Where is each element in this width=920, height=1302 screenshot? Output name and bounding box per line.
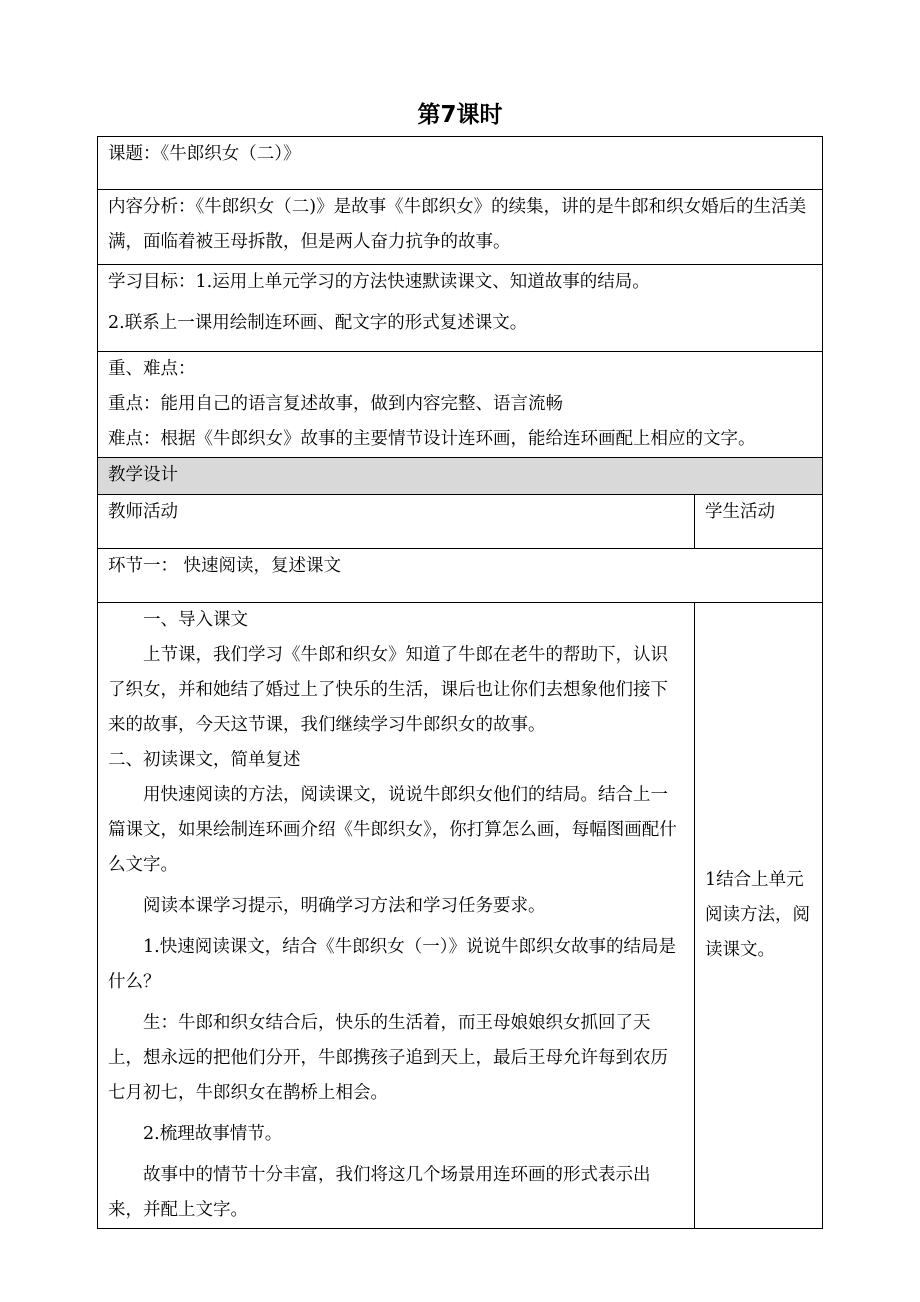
keys-heading: 重、难点： (108, 359, 196, 379)
goal-line-2: 2.联系上一课用绘制连环画、配文字的形式复述课文。 (108, 313, 528, 333)
reading-tips-paragraph: 阅读本课学习提示，明确学习方法和学习任务要求。 (143, 896, 546, 916)
task-2-heading: 2.梳理故事情节。 (143, 1124, 283, 1144)
key-difficult-points (98, 352, 823, 458)
difficult-point: 难点：根据《牛郎织女》故事的主要情节设计连环画，能给连环画配上相应的文字。 (108, 429, 756, 449)
key-point: 重点：能用自己的语言复述故事，做到内容完整、语言流畅 (108, 394, 563, 414)
student-answer-paragraph: 生：牛郎和织女结合后，快乐的生活着，而王母娘娘织女抓回了天上，想永远的把他们分开，牛郎携孩子追到天上，最后王母允许每到农历七月初七，牛郎织女在鹊桥上相会。 (108, 1013, 668, 1103)
first-reading-paragraph: 用快速阅读的方法，阅读课文，说说牛郎织女他们的结局。结合上一篇课文，如果绘制连环画介绍《牛郎织女》，你打算怎么画，每幅图画配什么文字。 (108, 785, 677, 875)
teacher-activity-content (98, 603, 695, 1229)
learning-goals (98, 265, 823, 352)
student-activity-content: 1结合上单元阅读方法，阅读课文。 (695, 603, 823, 1229)
teacher-activity-header: 教师活动 (98, 495, 695, 549)
goal-line-1: 学习目标：1.运用上单元学习的方法快速默读课文、知道故事的结局。 (108, 272, 650, 292)
intro-heading: 一、导入课文 (143, 610, 248, 630)
task-2-paragraph: 故事中的情节十分丰富，我们将这几个场景用连环画的形式表示出来，并配上文字。 (108, 1165, 651, 1220)
section-one-title: 环节一： 快速阅读，复述课文 (98, 549, 823, 603)
first-reading-heading: 二、初读课文，简单复述 (108, 750, 301, 770)
page-title: 第7课时 (417, 102, 503, 128)
student-activity-header: 学生活动 (695, 495, 823, 549)
content-analysis: 内容分析：《牛郎织女（二)》是故事《牛郎织女》的续集，讲的是牛郎和织女婚后的生活美满，面临着被王母拆散，但是两人奋力抗争的故事。 (98, 190, 823, 265)
task-1-paragraph: 1.快速阅读课文，结合《牛郎织女（一）》说说牛郎织女故事的结局是什么？ (108, 937, 676, 992)
lesson-plan-table (97, 136, 823, 1229)
lesson-topic: 课题：《牛郎织女（二）》 (98, 137, 823, 190)
teaching-design-header: 教学设计 (98, 458, 823, 495)
intro-paragraph: 上节课，我们学习《牛郎和织女》知道了牛郎在老牛的帮助下，认识了织女，并和她结了婚过上了快乐的生活，课后也让你们去想象他们接下来的故事，今天这节课，我们继续学习牛郎织女的故事。 (108, 645, 668, 735)
